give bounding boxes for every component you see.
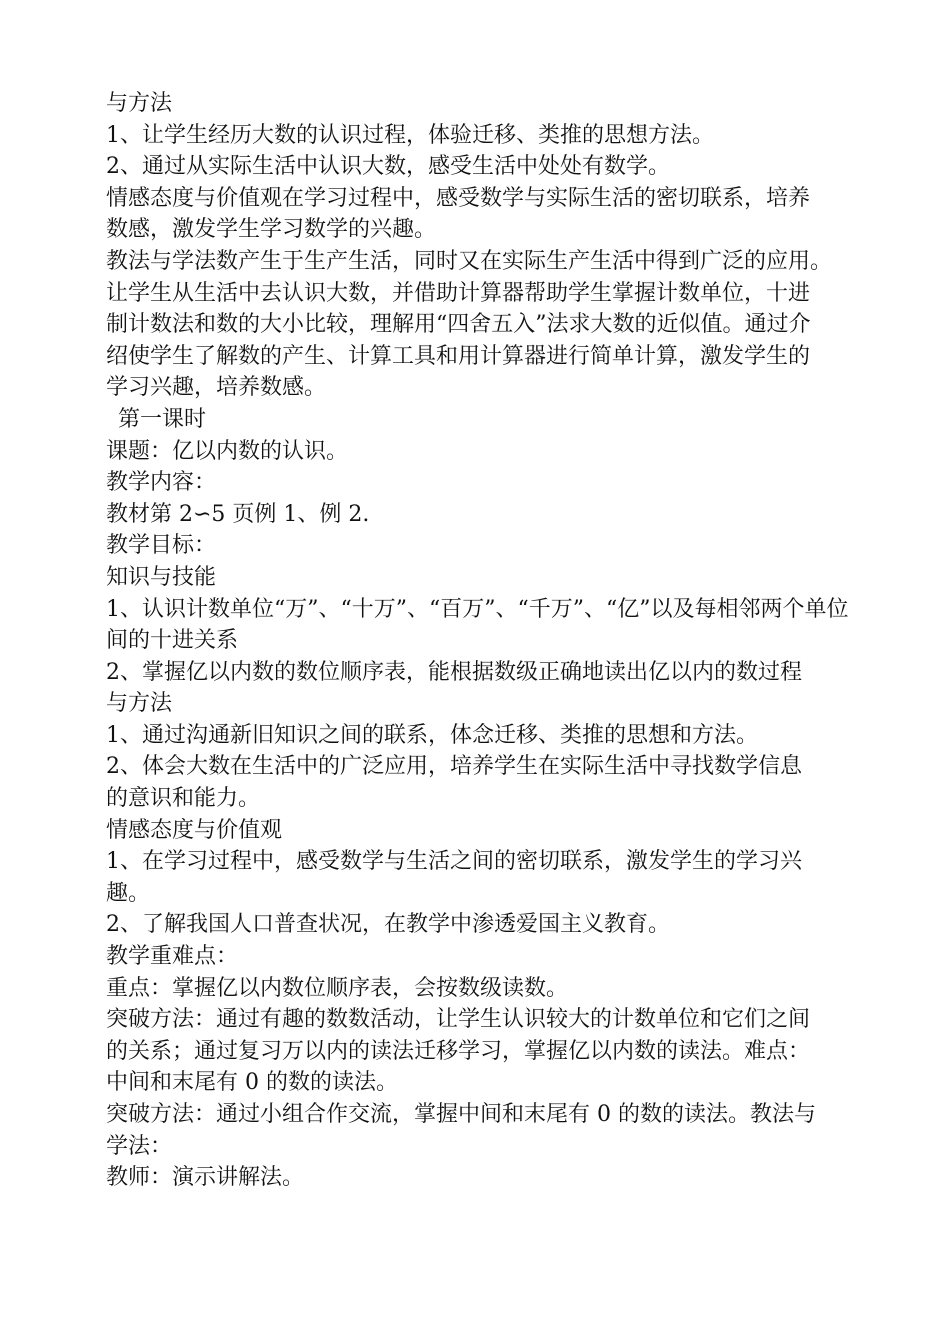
text-line: 教学目标： [106,533,217,559]
text-line: 学习兴趣，培养数感。 [106,375,327,401]
text-line: 教材第 2∽5 页例 1、例 2. [106,501,370,527]
text-line: 趣。 [106,880,151,906]
document-body [106,88,896,1194]
text-line: 突破方法：通过有趣的数数活动，让学生认识较大的计数单位和它们之间 [106,1007,811,1033]
text-line: 重点：掌握亿以内数位顺序表，会按数级读数。 [106,975,569,1001]
text-line: 与方法 [106,91,173,116]
text-line: 的关系；通过复习万以内的读法迁移学习，掌握亿以内数的读法。难点： [106,1038,811,1064]
text-line: 绍使学生了解数的产生、计算工具和用计算器进行简单计算，激发学生的 [106,343,811,369]
text-line: 情感态度与价值观在学习过程中，感受数学与实际生活的密切联系，培养 [106,185,811,211]
text-line: 2、了解我国人口普查状况，在教学中渗透爱国主义教育。 [106,912,670,938]
text-line: 1、在学习过程中，感受数学与生活之间的密切联系，激发学生的学习兴 [106,849,802,875]
text-line: 中间和末尾有 0 的数的读法。 [106,1070,398,1096]
text-line: 教法与学法数产生于生产生活，同时又在实际生产生活中得到广泛的应用。 [106,248,833,274]
text-line: 突破方法：通过小组合作交流，掌握中间和末尾有 0 的数的读法。教法与 [106,1102,816,1127]
text-line: 数感，激发学生学习数学的兴趣。 [106,217,437,243]
text-line: 让学生从生活中去认识大数，并借助计算器帮助学生掌握计数单位，十进 [106,280,811,306]
text-line: 1、通过沟通新旧知识之间的联系，体念迁移、类推的思想和方法。 [106,722,758,748]
text-line: 课题：亿以内数的认识。 [106,438,349,464]
text-line: 2、掌握亿以内数的数位顺序表，能根据数级正确地读出亿以内的数过程 [106,659,802,685]
text-line: 1、让学生经历大数的认识过程，体验迁移、类推的思想方法。 [106,122,714,148]
text-line: 的意识和能力。 [106,786,261,812]
text-line: 2、通过从实际生活中认识大数，感受生活中处处有数学。 [106,154,670,180]
text-line: 知识与技能 [106,564,217,590]
text-line: 教学内容： [106,470,217,496]
text-line: 情感态度与价值观 [106,817,283,843]
text-line: 间的十进关系 [106,628,239,654]
lesson-heading: 第一课时 [118,406,207,432]
text-line: 教师：演示讲解法。 [106,1165,305,1191]
text-line: 学法： [106,1133,173,1159]
text-line: 教学重难点： [106,944,239,970]
text-line: 2、体会大数在生活中的广泛应用，培养学生在实际生活中寻找数学信息 [106,754,802,780]
text-line: 1、认识计数单位“万”、“十万”、“百万”、“千万”、“亿”以及每相邻两个单位 [106,596,849,622]
text-line: 制计数法和数的大小比较，理解用“四舍五入”法求大数的近似值。通过介 [106,312,811,338]
text-line: 与方法 [106,691,173,717]
